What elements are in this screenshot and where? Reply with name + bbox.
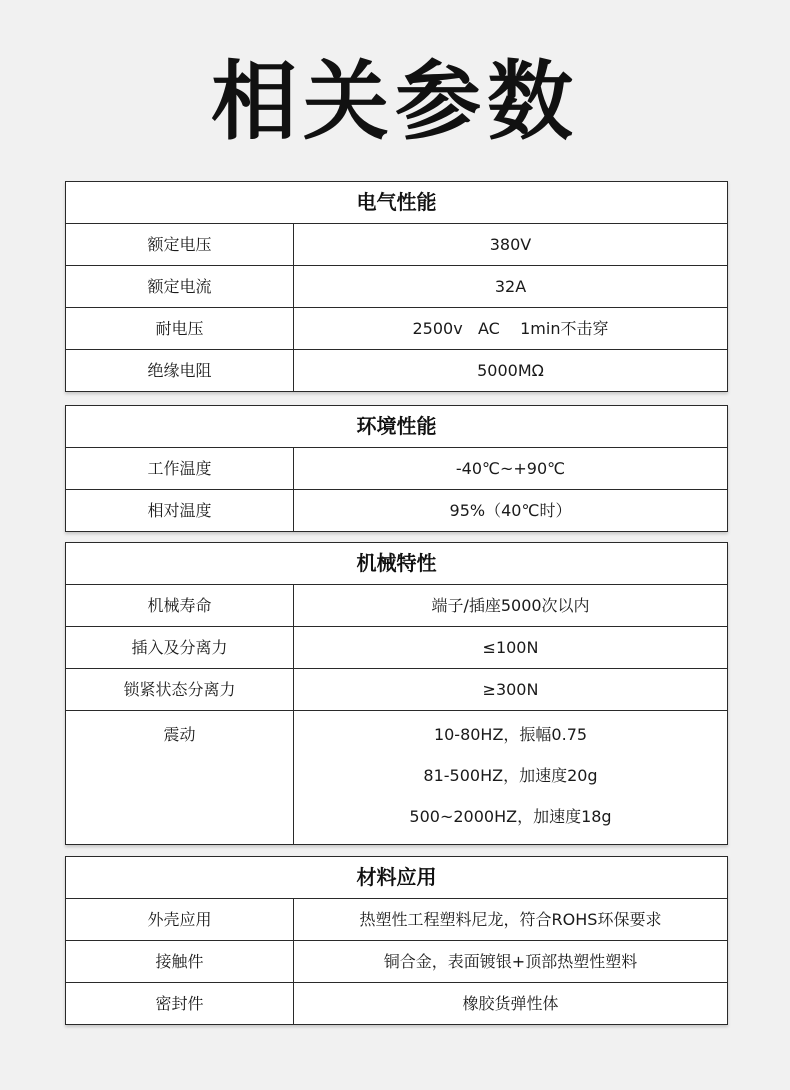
table-row <box>66 585 727 627</box>
row-label: 相对温度 <box>66 490 294 531</box>
row-value: 32A <box>494 277 527 296</box>
row-label: 震动 <box>66 711 294 844</box>
vibration-line: 81-500HZ，加速度20g <box>423 766 598 785</box>
row-value: 5000MΩ <box>477 361 544 380</box>
table-row <box>66 448 727 490</box>
row-label: 插入及分离力 <box>66 627 294 668</box>
table-row <box>66 224 727 266</box>
table-row <box>66 350 727 391</box>
row-value: ≤100N <box>482 638 539 657</box>
row-label: 机械寿命 <box>66 585 294 626</box>
row-label: 工作温度 <box>66 448 294 489</box>
table-row <box>66 669 727 711</box>
table-row <box>66 627 727 669</box>
vibration-line: 500~2000HZ，加速度18g <box>409 807 612 826</box>
row-value-multiline <box>294 711 727 844</box>
section-environment <box>65 405 728 532</box>
row-label: 外壳应用 <box>66 899 294 940</box>
row-value: 铜合金，表面镀银+顶部热塑性塑料 <box>383 952 638 971</box>
row-label: 接触件 <box>66 941 294 982</box>
section-header: 机械特性 <box>66 543 727 585</box>
section-electrical <box>65 181 728 392</box>
row-value: 橡胶货弹性体 <box>462 994 559 1013</box>
row-label: 额定电压 <box>66 224 294 265</box>
table-row <box>66 308 727 350</box>
row-value: 380V <box>489 235 532 254</box>
section-header: 环境性能 <box>66 406 727 448</box>
row-value: 热塑性工程塑料尼龙，符合ROHS环保要求 <box>359 910 662 929</box>
page-title: 相关参数 <box>211 52 579 152</box>
row-label: 额定电流 <box>66 266 294 307</box>
section-header: 电气性能 <box>66 182 727 224</box>
table-row <box>66 941 727 983</box>
row-label: 绝缘电阻 <box>66 350 294 391</box>
section-materials <box>65 856 728 1025</box>
table-row <box>66 983 727 1024</box>
row-value: ≥300N <box>482 680 539 699</box>
row-label: 锁紧状态分离力 <box>66 669 294 710</box>
table-row <box>66 899 727 941</box>
table-row <box>66 266 727 308</box>
section-header: 材料应用 <box>66 857 727 899</box>
row-value: 2500v AC 1min不击穿 <box>412 319 609 338</box>
row-label: 耐电压 <box>66 308 294 349</box>
row-value: 95%（40℃时） <box>449 501 572 520</box>
row-label: 密封件 <box>66 983 294 1024</box>
table-row-vibration <box>66 711 727 844</box>
section-mechanical <box>65 542 728 845</box>
table-row <box>66 490 727 531</box>
row-value: 端子/插座5000次以内 <box>431 596 590 615</box>
vibration-line: 10-80HZ，振幅0.75 <box>433 725 588 744</box>
row-value: -40℃~+90℃ <box>455 459 566 478</box>
